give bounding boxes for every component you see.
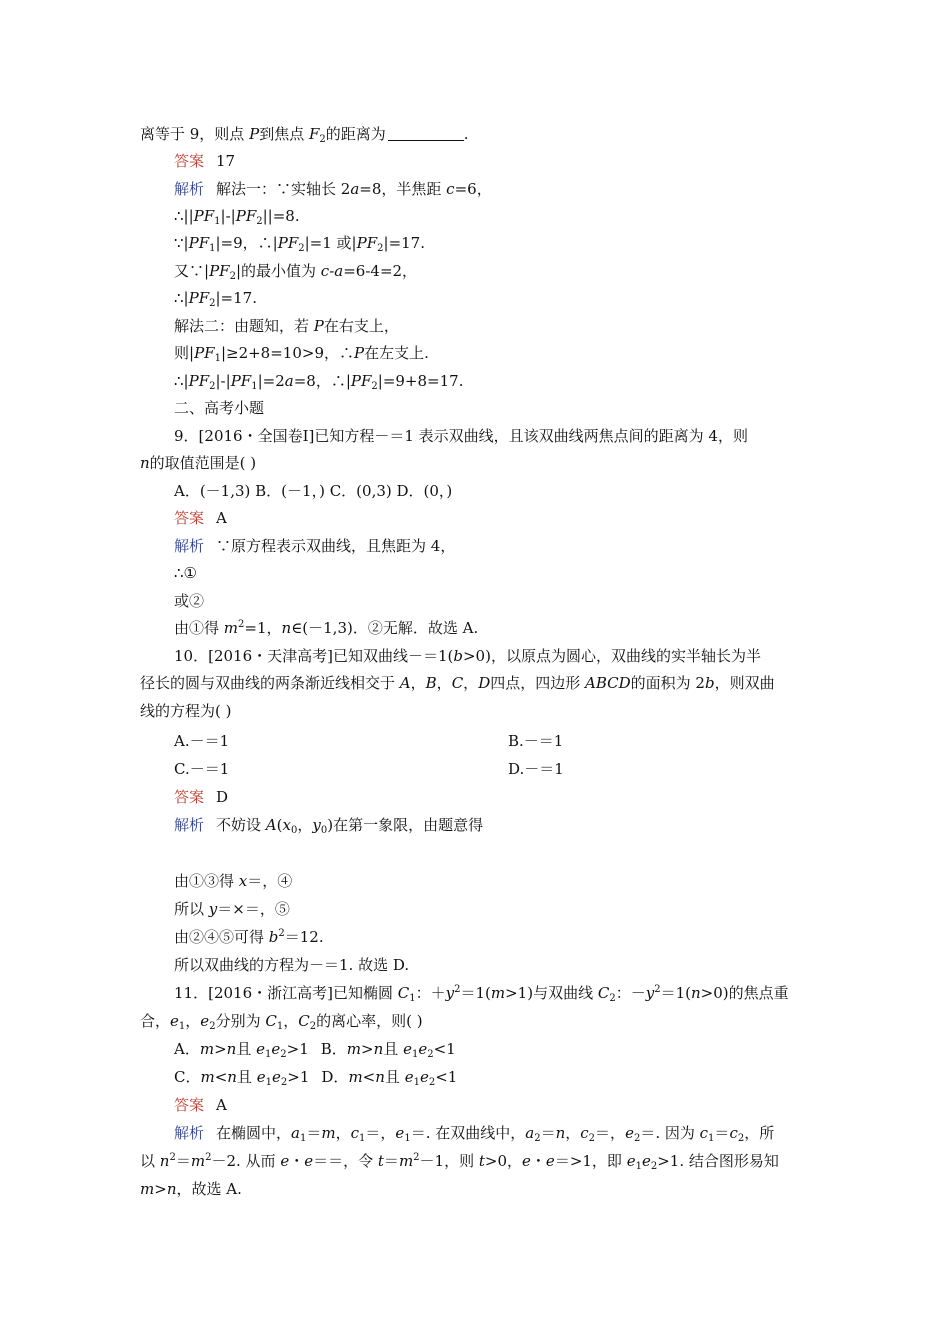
q10-analysis-2: 由①③得 x＝，④	[174, 872, 293, 890]
section-heading: 二、高考小题	[174, 399, 265, 417]
q10-analysis-1: 解析 不妨设 $A(x_0$，$y_0$)在第一象限，由题意得	[174, 816, 484, 836]
p8-analysis-6: 解法二：由题知，若 P在右支上，	[174, 317, 399, 335]
q11-analysis-2: 以 $n^2=m^2-2$. 从而 e・e＝＝，令 $t=m^2-1$，则 t>0，e・e＝>1，即 $e_1e_2>1$. 结合图形易知	[140, 1152, 779, 1172]
q9-answer: 答案 A	[174, 509, 227, 527]
answer-label: 答案	[174, 509, 205, 527]
analysis-label: 解析	[174, 180, 205, 198]
q11-analysis-1: 解析 在椭圆中，$a_1=m$，$c_1=$，$e_1=$. 在双曲线中，$a_2=n$，$c_2=$，$e_2=$. 因为 $c_1=c_2$，所	[174, 1124, 775, 1144]
answer-label: 答案	[174, 152, 205, 170]
q10-analysis-3: 所以 y＝×＝，⑤	[174, 900, 290, 918]
analysis-label: 解析	[174, 1124, 205, 1142]
q11-line-2: 合，$e_1$，$e_2$分别为 $C_1$，$C_2$的离心率，则( )	[140, 1012, 423, 1032]
answer-label: 答案	[174, 788, 205, 806]
answer-blank	[388, 126, 464, 141]
q10-option-d: D.－＝1	[508, 760, 564, 778]
q9-analysis-4: 由①得 $m^2=1$，n∈(－1,3)．②无解．故选 A.	[174, 619, 479, 637]
p8-analysis-7: 则$|PF_1|\ge 2+8=10>9$，∴P在左支上.	[174, 344, 429, 364]
q11-options-ab: A．m>n且 $e_1e_2>1$ B．m>n且 $e_1e_2<1$	[174, 1040, 456, 1060]
q9-line-1: 9．[2016・全国卷Ⅰ]已知方程－＝1 表示双曲线，且该双曲线两焦点间的距离为 4，则	[174, 427, 748, 445]
p8-analysis-4: 又$\because|PF_2|$的最小值为 c-a=6-4=2，	[174, 262, 418, 282]
q10-option-a: A.－＝1	[174, 732, 230, 750]
p8-answer: 答案 17	[174, 152, 236, 170]
q10-analysis-4: 由②④⑤可得 $b^2=12$.	[174, 928, 324, 946]
q11-answer: 答案 A	[174, 1096, 227, 1114]
p8-line-1: 离等于 9，则点 P到焦点 $F_2$的距离为 .	[140, 125, 469, 145]
q10-line-2: 径长的圆与双曲线的两条渐近线相交于 A，B，C，D四点，四边形 ABCD的面积为 2b，则双曲	[140, 674, 775, 692]
q9-options: A．(－1,3) B．(－1，) C．(0,3) D．(0，)	[174, 482, 453, 500]
p8-analysis-2: $\therefore||PF_1|-|PF_2||=8$.	[174, 207, 300, 227]
q11-line-1: 11．[2016・浙江高考]已知椭圆 $C_1$：$+y^2=1(m>1)$与双曲线 $C_2$：$-y^2=1(n>0)$的焦点重	[174, 984, 789, 1004]
p8-analysis-3: $\because|PF_1|=9$，$\therefore|PF_2|=1$ 或$|PF_2|=17$.	[174, 234, 425, 254]
q10-line-3: 线的方程为( )	[140, 702, 232, 720]
q10-option-b: B.－＝1	[508, 732, 564, 750]
analysis-label: 解析	[174, 816, 205, 834]
p8-analysis-1: 解析 解法一：∵实轴长 2a=8，半焦距 c=6，	[174, 180, 492, 198]
p8-analysis-5: $\therefore|PF_2|=17$.	[174, 289, 257, 309]
q10-line-1: 10．[2016・天津高考]已知双曲线－＝1(b>0)，以原点为圆心，双曲线的实半轴长为半	[174, 647, 761, 665]
answer-label: 答案	[174, 1096, 205, 1114]
q10-option-c: C.－＝1	[174, 760, 230, 778]
q11-options-cd: C．m<n且 $e_1e_2>1$ D．m<n且 $e_1e_2<1$	[174, 1068, 458, 1088]
q9-analysis-3: 或②	[174, 592, 205, 610]
q10-analysis-5: 所以双曲线的方程为－＝1. 故选 D.	[174, 956, 410, 974]
q9-analysis-1: 解析 ∵原方程表示双曲线，且焦距为 4，	[174, 537, 456, 555]
q9-analysis-2: ∴①	[174, 564, 197, 582]
q10-answer: 答案 D	[174, 788, 229, 806]
p8-analysis-8: $\therefore|PF_2|-|PF_1|=2a=8$，$\therefore|PF_2|=9+8=17$.	[174, 372, 464, 392]
q9-line-2: n的取值范围是( )	[140, 454, 257, 472]
q11-analysis-3: m>n，故选 A.	[140, 1180, 242, 1198]
analysis-label: 解析	[174, 537, 205, 555]
